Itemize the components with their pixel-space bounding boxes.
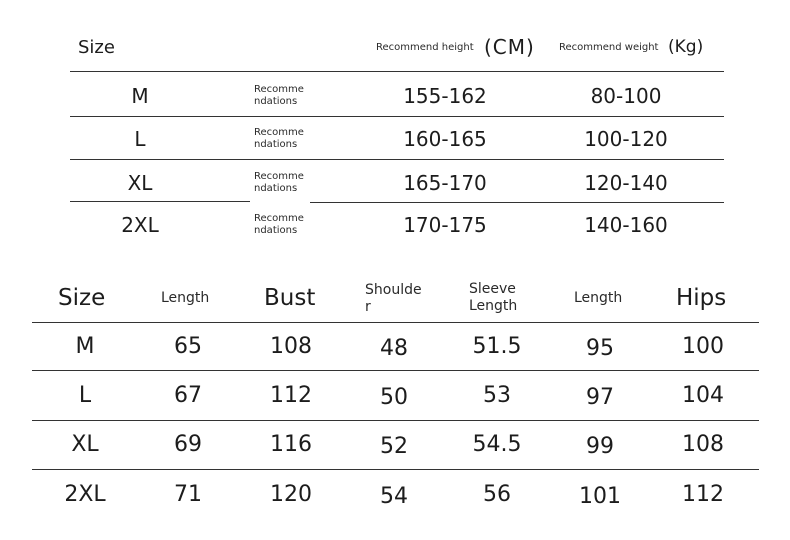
pants-length-column-header: Length	[574, 290, 623, 306]
recommendations-label: Recomme ndations	[254, 171, 304, 194]
size-cell: 2XL	[64, 482, 106, 507]
bust-cell: 108	[270, 334, 312, 359]
sleeve-length-cell: 56	[483, 482, 511, 507]
size-column-header: Size	[58, 285, 106, 311]
weight-range-cell: 120-140	[584, 171, 668, 195]
length-cell: 67	[174, 383, 202, 408]
weight-range-cell: 140-160	[584, 213, 668, 237]
length-cell: 69	[174, 432, 202, 457]
height-range-cell: 170-175	[403, 213, 487, 237]
bust-cell: 120	[270, 482, 312, 507]
weight-range-cell: 100-120	[584, 127, 668, 151]
divider	[32, 370, 759, 371]
length-cell: 65	[174, 334, 202, 359]
divider	[70, 201, 250, 202]
weight-range-cell: 80-100	[590, 84, 662, 108]
hips-cell: 104	[682, 383, 724, 408]
size-cell: M	[131, 84, 149, 108]
size-cell: XL	[127, 171, 153, 195]
bust-column-header: Bust	[264, 285, 316, 311]
recommendations-label: Recomme ndations	[254, 84, 304, 107]
pants-length-cell: 95	[586, 336, 614, 361]
shoulder-cell: 48	[380, 336, 408, 361]
divider	[32, 322, 759, 323]
divider	[70, 71, 724, 72]
divider	[70, 116, 724, 117]
bust-cell: 112	[270, 383, 312, 408]
pants-length-cell: 99	[586, 434, 614, 459]
height-range-cell: 165-170	[403, 171, 487, 195]
pants-length-cell: 101	[579, 484, 621, 509]
size-cell: L	[134, 127, 146, 151]
divider	[32, 469, 759, 470]
size-cell: 2XL	[121, 213, 159, 237]
sleeve-length-cell: 54.5	[472, 432, 522, 457]
length-cell: 71	[174, 482, 202, 507]
shoulder-cell: 54	[380, 484, 408, 509]
height-range-cell: 160-165	[403, 127, 487, 151]
length-column-header: Length	[161, 290, 210, 306]
hips-cell: 108	[682, 432, 724, 457]
size-column-header: Size	[78, 37, 115, 58]
hips-cell: 112	[682, 482, 724, 507]
size-cell: M	[75, 334, 95, 359]
size-cell: XL	[71, 432, 99, 457]
hips-cell: 100	[682, 334, 724, 359]
recommendations-label: Recomme ndations	[254, 127, 304, 150]
recommendations-label: Recomme ndations	[254, 213, 304, 236]
height-unit-label: (CM)	[484, 35, 535, 59]
size-cell: L	[78, 383, 92, 408]
bust-cell: 116	[270, 432, 312, 457]
shoulder-cell: 52	[380, 434, 408, 459]
sleeve-length-cell: 53	[483, 383, 511, 408]
pants-length-cell: 97	[586, 385, 614, 410]
hips-column-header: Hips	[676, 285, 727, 311]
shoulder-column-header: Shoulde r	[365, 282, 422, 315]
divider	[310, 202, 724, 203]
weight-unit-label: (Kg)	[668, 37, 704, 57]
divider	[70, 159, 724, 160]
recommend-weight-header: Recommend weight	[559, 42, 659, 53]
recommend-height-header: Recommend height	[376, 42, 474, 53]
sleeve-length-column-header: Sleeve Length	[469, 281, 518, 314]
sleeve-length-cell: 51.5	[472, 334, 522, 359]
divider	[32, 420, 759, 421]
height-range-cell: 155-162	[403, 84, 487, 108]
shoulder-cell: 50	[380, 385, 408, 410]
